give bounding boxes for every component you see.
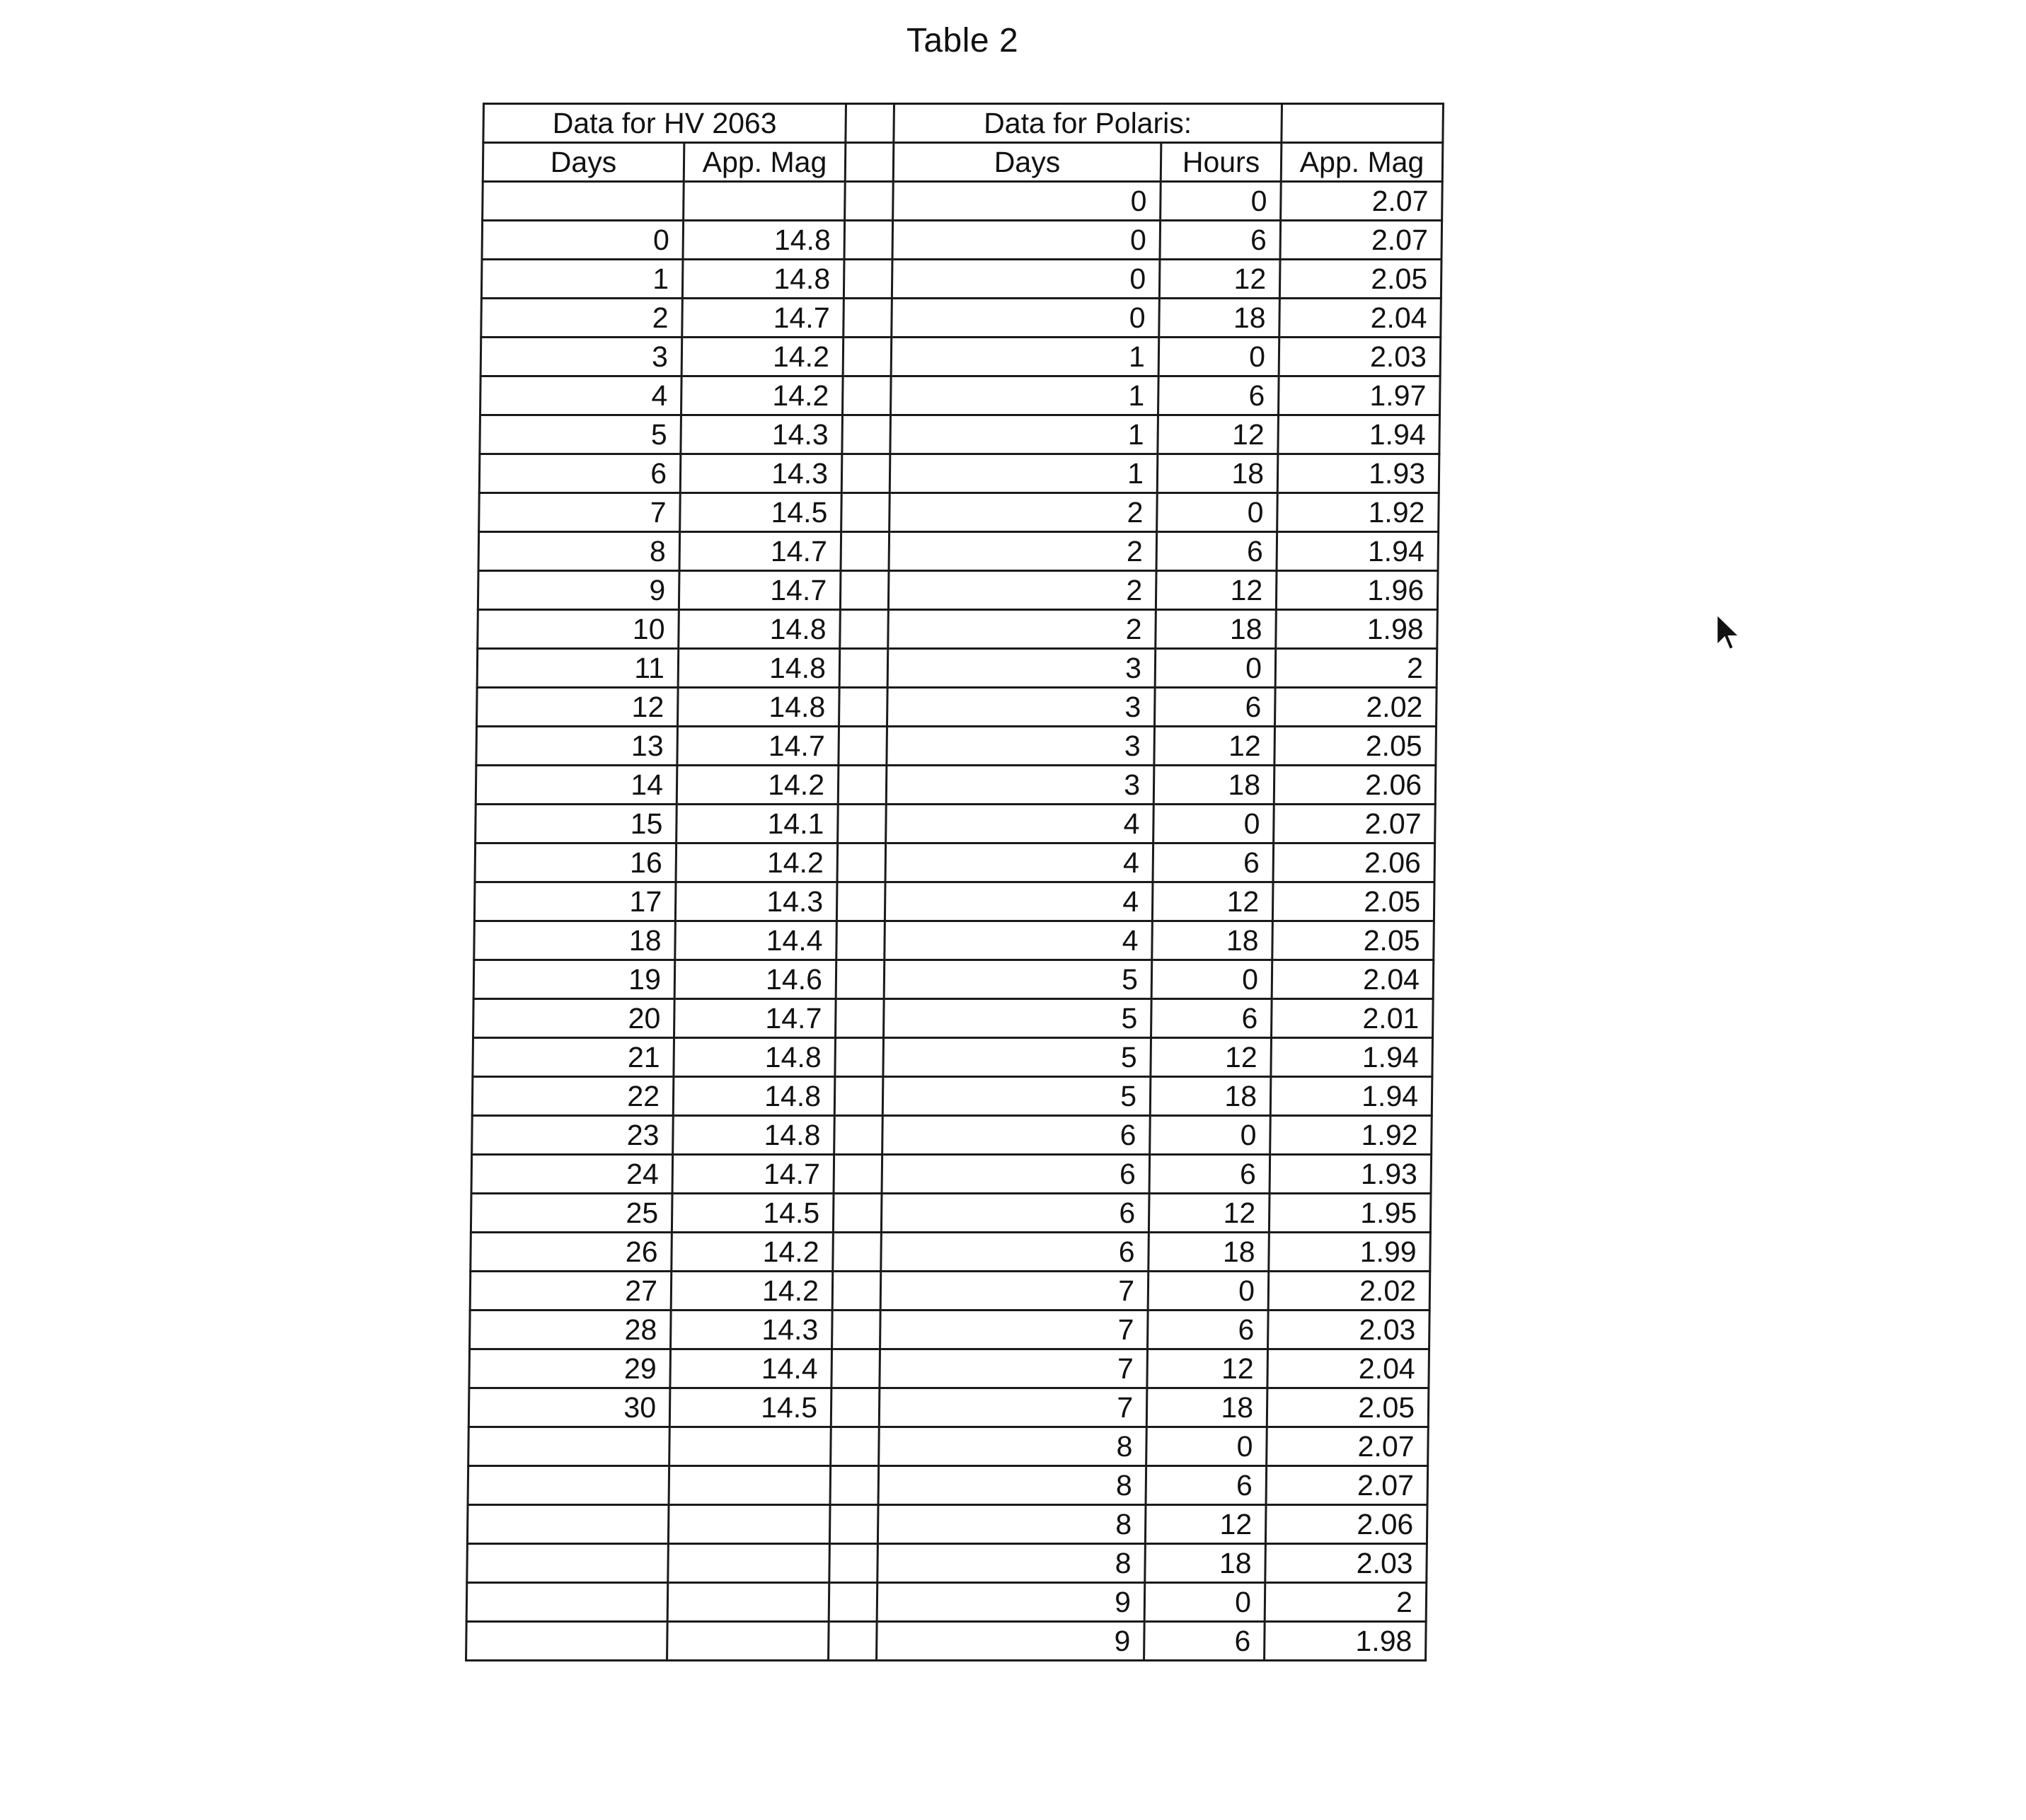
table-row [476, 727, 1437, 766]
polaris-hour-cell: 18 [1159, 299, 1280, 338]
polaris-hour-cell: 6 [1156, 532, 1277, 571]
table-row [474, 921, 1434, 960]
hv-mag-cell: 14.8 [673, 1116, 835, 1155]
hv-day-cell: 11 [477, 649, 679, 688]
hv-day-cell: 13 [476, 727, 678, 766]
hv-mag-cell: 14.2 [676, 843, 838, 882]
polaris-mag-cell: 2.07 [1267, 1427, 1429, 1466]
table-row [483, 182, 1443, 221]
polaris-day-cell: 3 [887, 727, 1155, 766]
polaris-mag-cell: 2.05 [1274, 727, 1437, 766]
table-row [467, 1505, 1427, 1544]
table-row [471, 1155, 1432, 1194]
table-row [479, 493, 1439, 532]
polaris-day-cell: 2 [889, 532, 1157, 571]
polaris-group-header: Data for Polaris: [894, 104, 1282, 143]
hv-day-cell: 4 [480, 376, 681, 415]
polaris-day-cell: 0 [893, 182, 1161, 221]
gap-cell [829, 1622, 877, 1661]
gap-cell [839, 727, 887, 766]
hv-day-cell: 22 [472, 1077, 674, 1116]
hv-day-cell: 25 [471, 1194, 672, 1233]
hv-group-header: Data for HV 2063 [483, 104, 846, 143]
table-row [468, 1466, 1428, 1505]
hv-mag-cell [669, 1466, 831, 1505]
hv-day-cell [466, 1622, 668, 1661]
polaris-hour-cell: 0 [1153, 805, 1274, 843]
hv-mag-cell: 14.8 [679, 610, 841, 649]
polaris-mag-cell: 2.07 [1280, 221, 1442, 260]
hv-day-cell: 21 [473, 1038, 674, 1077]
hv-day-cell: 24 [471, 1155, 673, 1194]
gap-cell [844, 299, 892, 338]
polaris-day-cell: 0 [892, 299, 1160, 338]
gap-cell [845, 182, 894, 221]
hv-mag-cell: 14.3 [680, 454, 842, 493]
polaris-mag-cell: 2.04 [1267, 1349, 1429, 1388]
gap-cell [840, 610, 889, 649]
table-row [481, 299, 1441, 338]
hv-day-cell [468, 1466, 669, 1505]
table-row [477, 649, 1437, 688]
polaris-hour-cell: 6 [1149, 1155, 1270, 1194]
polaris-mag-cell: 2.07 [1266, 1466, 1428, 1505]
polaris-hour-cell: 0 [1161, 182, 1282, 221]
polaris-mag-header: App. Mag [1281, 143, 1443, 182]
hv-mag-cell: 14.8 [674, 1038, 836, 1077]
polaris-hour-cell: 6 [1146, 1466, 1267, 1505]
polaris-hour-cell: 12 [1154, 727, 1275, 766]
table-row [474, 882, 1434, 921]
gap-cell [845, 143, 894, 182]
hv-mag-cell: 14.7 [682, 299, 844, 338]
polaris-day-cell: 7 [880, 1349, 1148, 1388]
table-row [473, 960, 1434, 999]
polaris-mag-cell: 1.94 [1271, 1038, 1433, 1077]
hv-day-cell: 20 [473, 999, 675, 1038]
table-row [471, 1233, 1431, 1272]
data-table-container [465, 103, 1442, 1661]
polaris-hour-cell: 18 [1145, 1544, 1266, 1583]
polaris-mag-cell: 2.07 [1281, 182, 1443, 221]
polaris-mag-cell: 1.93 [1270, 1155, 1432, 1194]
hv-day-cell: 12 [476, 688, 678, 727]
gap-cell [841, 454, 890, 493]
polaris-mag-cell: 1.94 [1278, 415, 1440, 454]
hv-mag-cell: 14.8 [677, 688, 839, 727]
column-header-row [483, 143, 1443, 182]
polaris-mag-cell: 2.05 [1272, 921, 1434, 960]
polaris-hour-cell: 0 [1157, 493, 1278, 532]
polaris-day-cell: 3 [887, 649, 1156, 688]
polaris-day-cell: 1 [890, 454, 1158, 493]
hv-day-cell: 18 [474, 921, 676, 960]
hv-mag-cell [684, 182, 846, 221]
table-row [480, 376, 1440, 415]
table-row [471, 1194, 1431, 1233]
table-row [476, 766, 1436, 805]
hv-day-cell: 29 [469, 1349, 671, 1388]
hv-mag-cell: 14.1 [677, 805, 839, 843]
polaris-day-cell: 2 [888, 571, 1156, 610]
polaris-hour-cell: 12 [1149, 1194, 1270, 1233]
hv-mag-cell [668, 1505, 830, 1544]
polaris-hour-cell: 6 [1151, 999, 1272, 1038]
gap-cell [830, 1466, 879, 1505]
gap-cell [832, 1311, 881, 1349]
polaris-day-cell: 2 [888, 610, 1156, 649]
polaris-hour-cell: 0 [1158, 338, 1279, 376]
polaris-hour-cell: 0 [1148, 1272, 1269, 1311]
polaris-mag-cell: 2 [1275, 649, 1437, 688]
table-row [476, 805, 1436, 843]
hv-mag-cell: 14.4 [670, 1349, 832, 1388]
gap-cell [836, 882, 885, 921]
hv-mag-cell: 14.5 [680, 493, 842, 532]
hv-day-cell: 27 [470, 1272, 672, 1311]
hv-mag-cell [667, 1583, 829, 1622]
table-row [473, 999, 1434, 1038]
hv-day-cell: 9 [478, 571, 679, 610]
hv-mag-cell: 14.8 [673, 1077, 835, 1116]
polaris-mag-cell: 2.03 [1265, 1544, 1427, 1583]
polaris-hour-cell: 6 [1160, 221, 1281, 260]
table-row [480, 415, 1440, 454]
polaris-hour-cell: 12 [1151, 1038, 1272, 1077]
polaris-mag-cell: 2.05 [1279, 260, 1441, 299]
hv-mag-cell: 14.7 [679, 571, 841, 610]
gap-cell [836, 921, 885, 960]
table-row [478, 610, 1438, 649]
polaris-mag-cell: 1.94 [1277, 532, 1439, 571]
hv-mag-cell: 14.7 [674, 999, 836, 1038]
polaris-hour-cell: 18 [1152, 921, 1273, 960]
table-row [468, 1388, 1429, 1427]
hv-day-cell: 10 [478, 610, 679, 649]
hv-mag-cell: 14.3 [681, 415, 843, 454]
group-header-row [483, 104, 1444, 143]
hv-day-cell: 26 [471, 1233, 672, 1272]
polaris-hour-cell: 12 [1159, 260, 1280, 299]
gap-cell [835, 1038, 884, 1077]
gap-cell [836, 960, 885, 999]
polaris-day-cell: 6 [882, 1155, 1150, 1194]
polaris-hour-cell: 18 [1153, 766, 1274, 805]
hv-mag-cell [667, 1622, 829, 1661]
polaris-mag-cell: 2.04 [1279, 299, 1441, 338]
hv-day-cell: 2 [481, 299, 683, 338]
table-row [466, 1622, 1427, 1661]
table-row [467, 1544, 1427, 1583]
hv-day-cell [483, 182, 684, 221]
polaris-day-cell: 1 [891, 338, 1159, 376]
hv-mag-cell: 14.2 [671, 1272, 833, 1311]
polaris-mag-cell: 1.92 [1270, 1116, 1432, 1155]
polaris-hour-cell: 6 [1155, 688, 1276, 727]
hv-day-cell: 1 [481, 260, 683, 299]
hv-days-header: Days [483, 143, 684, 182]
polaris-day-cell: 5 [883, 1038, 1151, 1077]
polaris-hour-cell: 0 [1151, 960, 1272, 999]
table-row [479, 454, 1439, 493]
gap-cell [843, 376, 892, 415]
polaris-hour-cell: 12 [1156, 571, 1277, 610]
polaris-mag-cell: 1.99 [1269, 1233, 1431, 1272]
table-row [478, 532, 1439, 571]
polaris-day-cell: 5 [884, 999, 1152, 1038]
table-row [473, 1038, 1433, 1077]
hv-mag-cell: 14.3 [675, 882, 837, 921]
polaris-day-cell: 9 [877, 1622, 1145, 1661]
page-title: Table 2 [906, 22, 1019, 59]
polaris-day-cell: 5 [884, 960, 1152, 999]
polaris-hour-cell: 18 [1150, 1077, 1271, 1116]
table-row [476, 688, 1437, 727]
empty-header-cell [1282, 104, 1444, 143]
gap-cell [831, 1427, 880, 1466]
hv-day-cell: 0 [482, 221, 684, 260]
polaris-mag-cell: 1.97 [1279, 376, 1441, 415]
polaris-mag-cell: 2.07 [1274, 805, 1436, 843]
polaris-day-cell: 5 [882, 1077, 1151, 1116]
gap-cell [829, 1583, 877, 1622]
polaris-day-cell: 4 [885, 882, 1153, 921]
hv-mag-cell: 14.2 [672, 1233, 834, 1272]
polaris-mag-cell: 2.02 [1275, 688, 1437, 727]
gap-cell [831, 1349, 880, 1388]
gap-cell [834, 1155, 882, 1194]
polaris-hour-cell: 18 [1156, 610, 1277, 649]
hv-day-cell: 6 [479, 454, 681, 493]
hv-day-cell: 3 [480, 338, 682, 376]
polaris-mag-cell: 2.06 [1274, 766, 1436, 805]
hv-day-cell: 14 [476, 766, 677, 805]
polaris-mag-cell: 1.98 [1265, 1622, 1427, 1661]
table-row [470, 1272, 1430, 1311]
polaris-mag-cell: 1.94 [1270, 1077, 1432, 1116]
polaris-mag-cell: 1.93 [1277, 454, 1439, 493]
polaris-mag-cell: 2 [1265, 1583, 1427, 1622]
gap-cell [832, 1272, 881, 1311]
polaris-hour-cell: 0 [1144, 1583, 1265, 1622]
polaris-mag-cell: 1.95 [1269, 1194, 1431, 1233]
polaris-day-cell: 0 [892, 221, 1161, 260]
polaris-day-cell: 8 [879, 1427, 1147, 1466]
hv-mag-cell: 14.7 [679, 532, 841, 571]
hv-mag-cell: 14.2 [681, 376, 843, 415]
table-row [481, 260, 1441, 299]
gap-cell [844, 221, 893, 260]
polaris-day-cell: 8 [878, 1466, 1146, 1505]
hv-day-cell: 23 [472, 1116, 674, 1155]
polaris-hour-cell: 6 [1158, 376, 1279, 415]
table-row [472, 1116, 1432, 1155]
hv-mag-cell [668, 1544, 830, 1583]
polaris-day-cell: 4 [886, 805, 1154, 843]
polaris-mag-cell: 2.06 [1265, 1505, 1427, 1544]
table-row [470, 1311, 1430, 1349]
table-row [480, 338, 1441, 376]
gap-cell [846, 104, 894, 143]
gap-cell [839, 688, 888, 727]
polaris-hours-header: Hours [1161, 143, 1282, 182]
gap-cell [838, 805, 887, 843]
hv-mag-header: App. Mag [684, 143, 846, 182]
polaris-days-header: Days [893, 143, 1161, 182]
polaris-hour-cell: 18 [1146, 1388, 1267, 1427]
polaris-mag-cell: 1.96 [1276, 571, 1438, 610]
polaris-day-cell: 3 [887, 688, 1156, 727]
gap-cell [837, 843, 886, 882]
polaris-mag-cell: 1.92 [1277, 493, 1439, 532]
polaris-hour-cell: 6 [1148, 1311, 1269, 1349]
gap-cell [841, 493, 890, 532]
hv-mag-cell: 14.7 [672, 1155, 834, 1194]
polaris-day-cell: 0 [892, 260, 1160, 299]
gap-cell [840, 571, 889, 610]
polaris-mag-cell: 2.01 [1272, 999, 1434, 1038]
gap-cell [844, 260, 892, 299]
hv-mag-cell: 14.8 [683, 221, 845, 260]
hv-day-cell: 19 [473, 960, 675, 999]
polaris-mag-cell: 2.02 [1268, 1272, 1430, 1311]
polaris-day-cell: 1 [890, 415, 1158, 454]
hv-day-cell [466, 1583, 668, 1622]
hv-mag-cell: 14.8 [678, 649, 840, 688]
polaris-hour-cell: 0 [1146, 1427, 1267, 1466]
gap-cell [834, 1116, 883, 1155]
gap-cell [839, 649, 888, 688]
table-row [466, 1583, 1427, 1622]
table-row [468, 1427, 1429, 1466]
hv-day-cell [468, 1427, 670, 1466]
polaris-hour-cell: 18 [1149, 1233, 1270, 1272]
polaris-hour-cell: 12 [1145, 1505, 1266, 1544]
hv-day-cell: 30 [468, 1388, 670, 1427]
hv-day-cell: 15 [476, 805, 677, 843]
hv-day-cell: 28 [470, 1311, 672, 1349]
polaris-day-cell: 6 [881, 1194, 1149, 1233]
gap-cell [831, 1388, 880, 1427]
table-row [475, 843, 1435, 882]
hv-mag-cell: 14.8 [682, 260, 844, 299]
gap-cell [834, 1077, 883, 1116]
gap-cell [841, 532, 890, 571]
gap-cell [838, 766, 887, 805]
polaris-day-cell: 4 [885, 843, 1153, 882]
polaris-day-cell: 7 [880, 1311, 1149, 1349]
gap-cell [833, 1233, 882, 1272]
polaris-mag-cell: 2.04 [1272, 960, 1434, 999]
polaris-day-cell: 8 [877, 1544, 1146, 1583]
polaris-day-cell: 1 [891, 376, 1159, 415]
table-row [472, 1077, 1432, 1116]
polaris-hour-cell: 0 [1150, 1116, 1271, 1155]
polaris-mag-cell: 1.98 [1276, 610, 1438, 649]
gap-cell [829, 1544, 878, 1583]
hv-mag-cell: 14.5 [672, 1194, 834, 1233]
table-row [478, 571, 1438, 610]
hv-mag-cell: 14.5 [669, 1388, 831, 1427]
hv-day-cell: 17 [474, 882, 676, 921]
hv-day-cell [467, 1544, 669, 1583]
polaris-mag-cell: 2.03 [1279, 338, 1441, 376]
hv-day-cell: 5 [480, 415, 681, 454]
table-row [482, 221, 1442, 260]
polaris-day-cell: 8 [877, 1505, 1146, 1544]
hv-day-cell: 7 [479, 493, 681, 532]
polaris-hour-cell: 0 [1155, 649, 1276, 688]
hv-mag-cell: 14.4 [675, 921, 837, 960]
table-row [469, 1349, 1429, 1388]
polaris-mag-cell: 2.05 [1272, 882, 1434, 921]
polaris-hour-cell: 12 [1147, 1349, 1268, 1388]
gap-cell [842, 415, 891, 454]
hv-day-cell: 16 [475, 843, 677, 882]
hv-mag-cell: 14.2 [677, 766, 839, 805]
polaris-day-cell: 2 [890, 493, 1158, 532]
gap-cell [833, 1194, 882, 1233]
gap-cell [843, 338, 892, 376]
polaris-hour-cell: 12 [1158, 415, 1279, 454]
polaris-hour-cell: 6 [1153, 843, 1274, 882]
hv-mag-cell: 14.3 [671, 1311, 833, 1349]
polaris-day-cell: 6 [882, 1116, 1151, 1155]
polaris-hour-cell: 12 [1152, 882, 1273, 921]
polaris-hour-cell: 6 [1144, 1622, 1265, 1661]
polaris-day-cell: 3 [886, 766, 1154, 805]
hv-mag-cell: 14.2 [681, 338, 844, 376]
polaris-day-cell: 7 [880, 1272, 1149, 1311]
gap-cell [836, 999, 885, 1038]
gap-cell [829, 1505, 878, 1544]
polaris-mag-cell: 2.06 [1273, 843, 1435, 882]
polaris-day-cell: 7 [879, 1388, 1147, 1427]
hv-day-cell: 8 [478, 532, 680, 571]
polaris-day-cell: 6 [881, 1233, 1149, 1272]
mouse-cursor-icon [1715, 613, 1744, 655]
polaris-hour-cell: 18 [1157, 454, 1278, 493]
hv-mag-cell: 14.7 [677, 727, 839, 766]
polaris-day-cell: 4 [885, 921, 1153, 960]
data-table [465, 103, 1444, 1661]
polaris-mag-cell: 2.05 [1267, 1388, 1429, 1427]
polaris-day-cell: 9 [877, 1583, 1145, 1622]
hv-mag-cell [669, 1427, 831, 1466]
hv-mag-cell: 14.6 [674, 960, 836, 999]
polaris-mag-cell: 2.03 [1268, 1311, 1430, 1349]
hv-day-cell [467, 1505, 669, 1544]
